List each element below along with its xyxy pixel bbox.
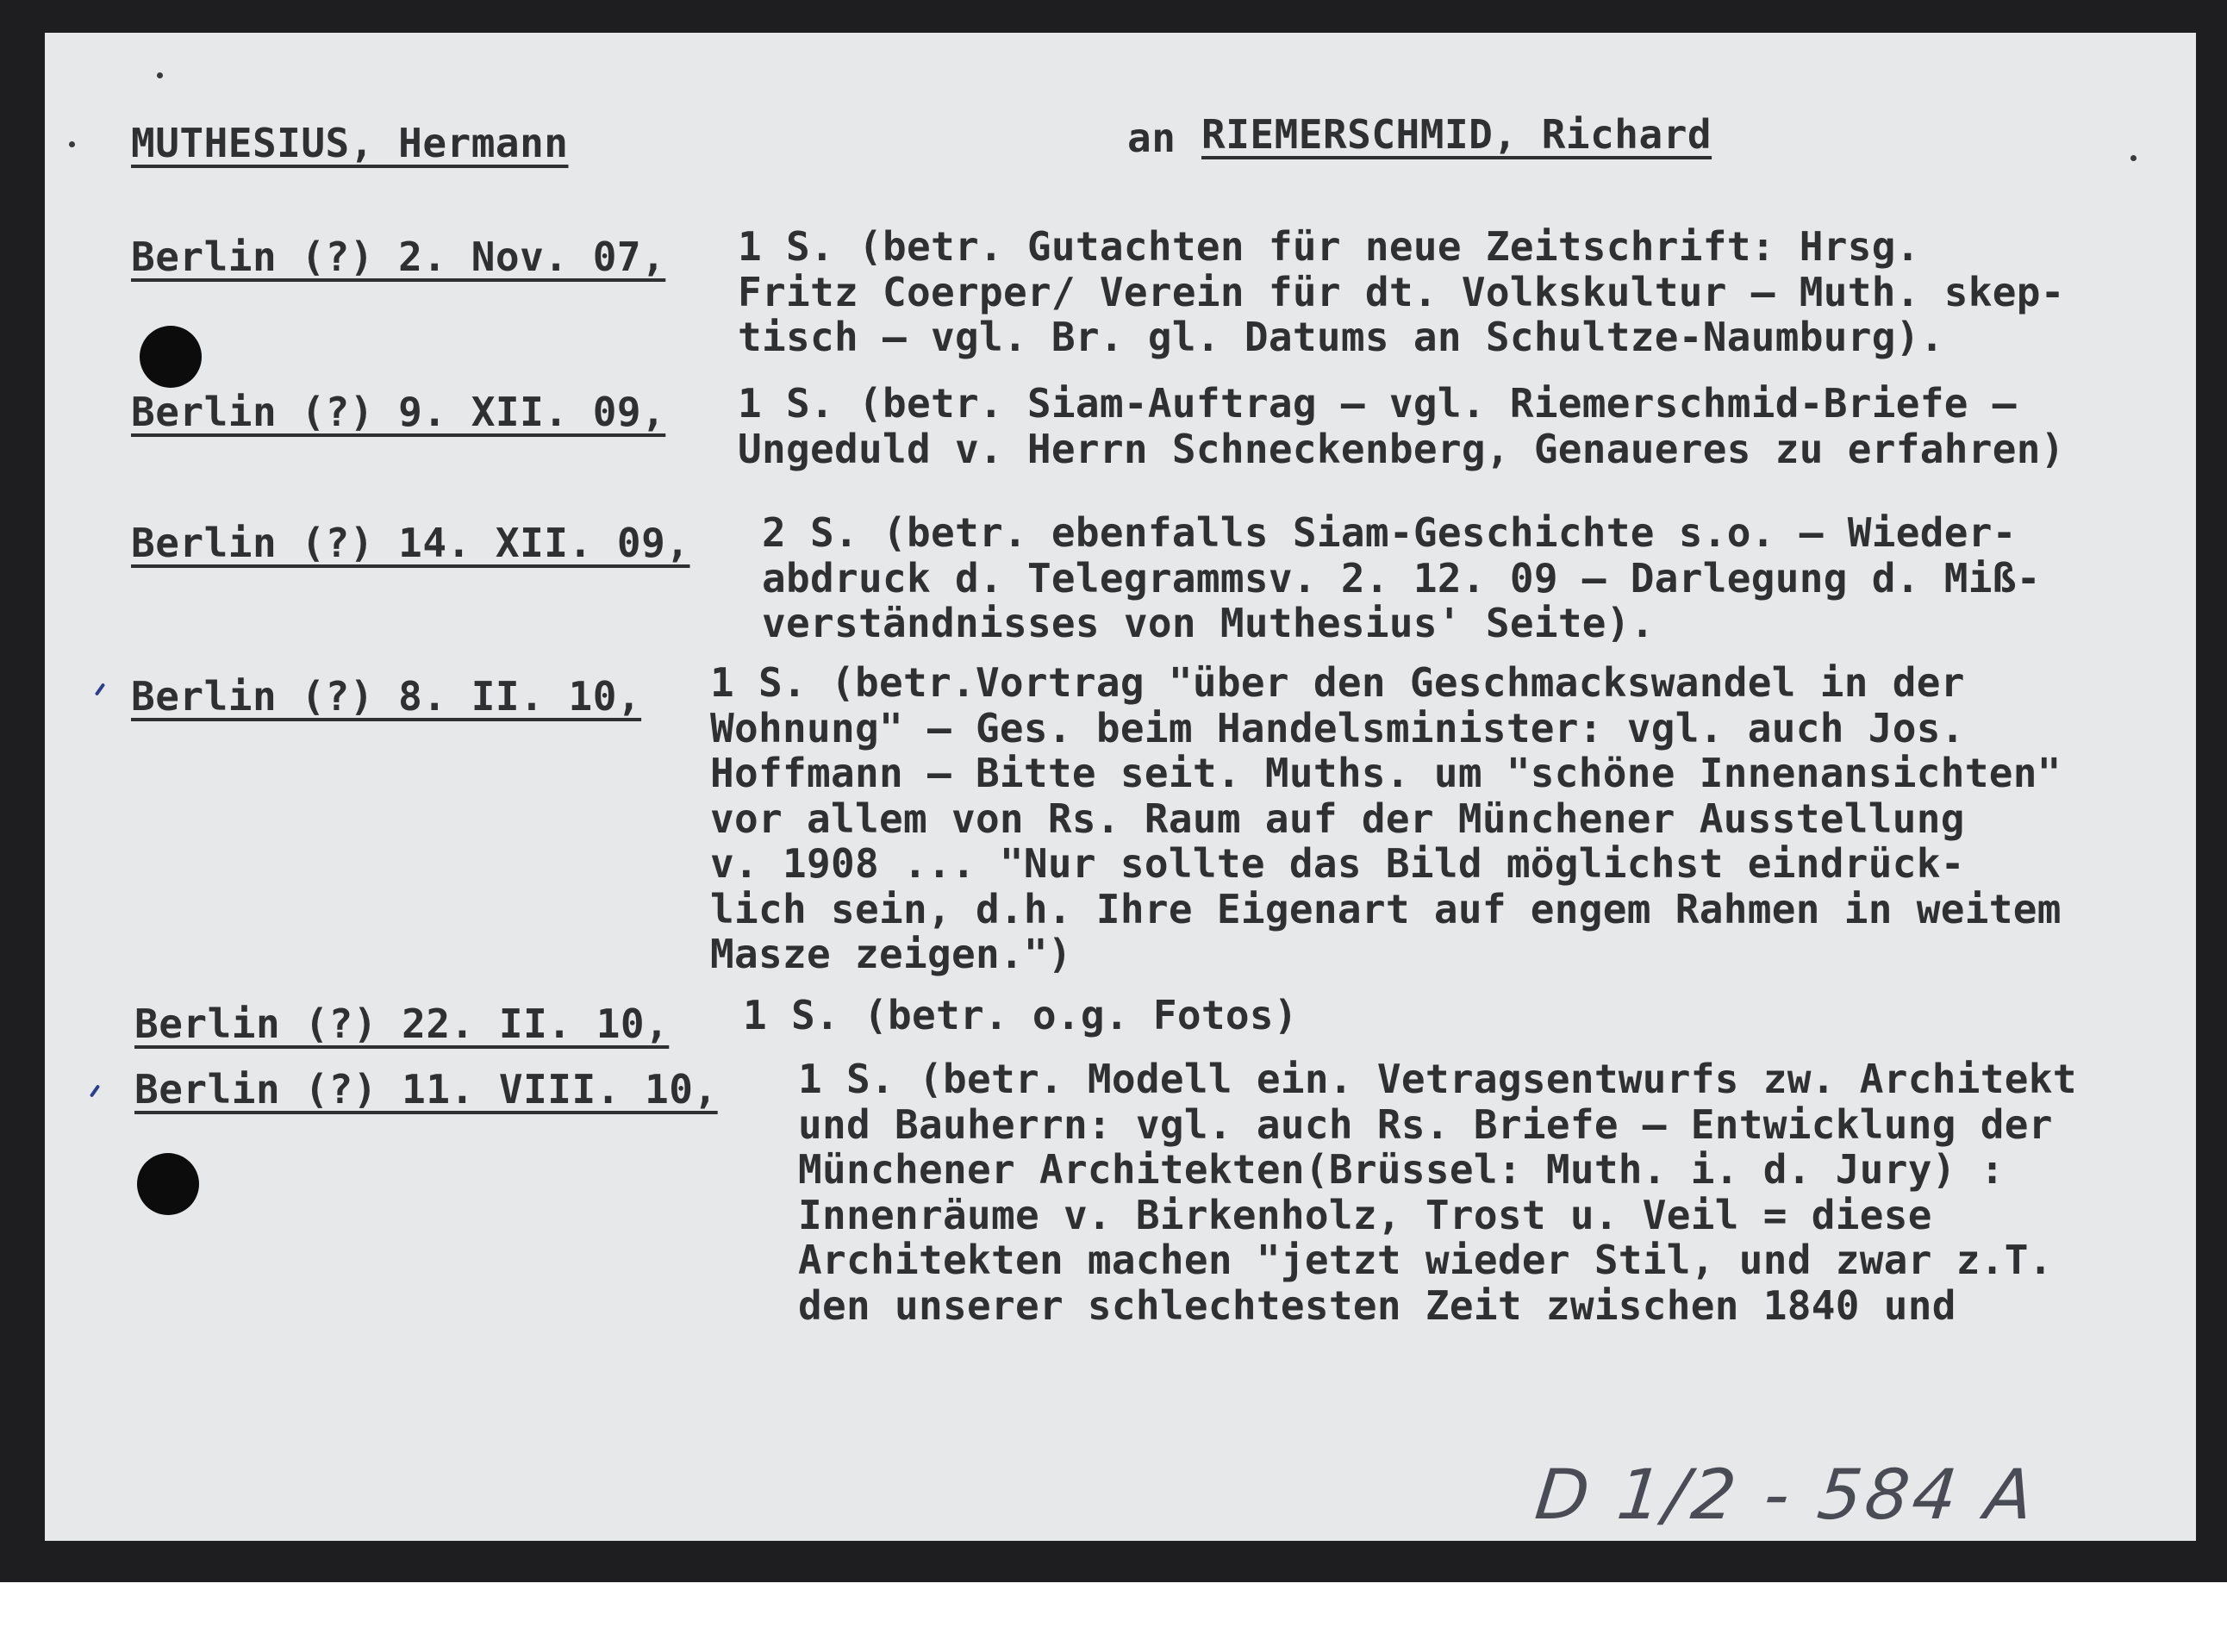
index-card [45,33,2196,1541]
entry-date: Berlin (?) 2. Nov. 07, [131,234,666,280]
entry-description: 1 S. (betr. o.g. Fotos) [743,992,1298,1038]
pencil-tick-mark [90,1084,100,1097]
entry-description: 1 S. (betr. Gutachten für neue Zeitschrift: Hrsg. Fritz Coerper/ Verein für dt. Volkskultur – Muth. skep- tisch – vgl. Br. gl. Datums an Schultze-Naumburg). [738,223,2065,360]
entry-date: Berlin (?) 9. XII. 09, [131,389,666,435]
archive-signature: D 1/2 - 584 A [1531,1455,2041,1535]
entry-description: 1 S. (betr.Vortrag "über den Geschmackswandel in der Wohnung" – Ges. beim Handelsminister: vgl. auch Jos. Hoffmann – Bitte seit. Muths. um "schöne Innenansichten" vor allem von Rs. Raum auf der Münchener Ausstellung v. 1908 ... "Nur sollte das Bild möglichst eindrück- lich sein, d.h. Ihre Eigenart auf engem Rahmen in weitem Masze zeigen.") [710,659,2062,977]
punch-hole-bottom [137,1153,199,1215]
entry-description: 1 S. (betr. Modell ein. Vetragsentwurfs zw. Architekt und Bauherrn: vgl. auch Rs. Briefe – Entwicklung der Münchener Architekten(Brüssel: Muth. i. d. Jury) : Innenräume v. Birkenholz, Trost u. Veil = diese Architekten machen "jetzt wieder Stil, und zwar z.T. den unserer schlechtesten Zeit zwischen 1840 und [798,1056,2077,1329]
entry-date: Berlin (?) 22. II. 10, [134,1001,670,1047]
recipient-name: RIEMERSCHMID, Richard [1201,111,1712,158]
author-name: MUTHESIUS, Hermann [131,120,569,166]
entry-date: Berlin (?) 14. XII. 09, [131,520,690,566]
speck [157,72,163,78]
entry-date: Berlin (?) 11. VIII. 10, [134,1066,718,1113]
entry-description: 2 S. (betr. ebenfalls Siam-Geschichte s.o. – Wieder- abdruck d. Telegrammsv. 2. 12. 09 – Darlegung d. Miß- verständnisses von Muthesius' Seite). [762,509,2041,646]
entry-date: Berlin (?) 8. II. 10, [131,673,642,720]
recipient-prefix: an [1127,115,1176,161]
speck [69,141,75,147]
pencil-tick-mark [95,683,105,695]
punch-hole-top [140,326,202,388]
speck [2130,155,2137,161]
entry-description: 1 S. (betr. Siam-Auftrag – vgl. Riemerschmid-Briefe – Ungeduld v. Herrn Schneckenberg, Genaueres zu erfahren) [738,380,2065,472]
